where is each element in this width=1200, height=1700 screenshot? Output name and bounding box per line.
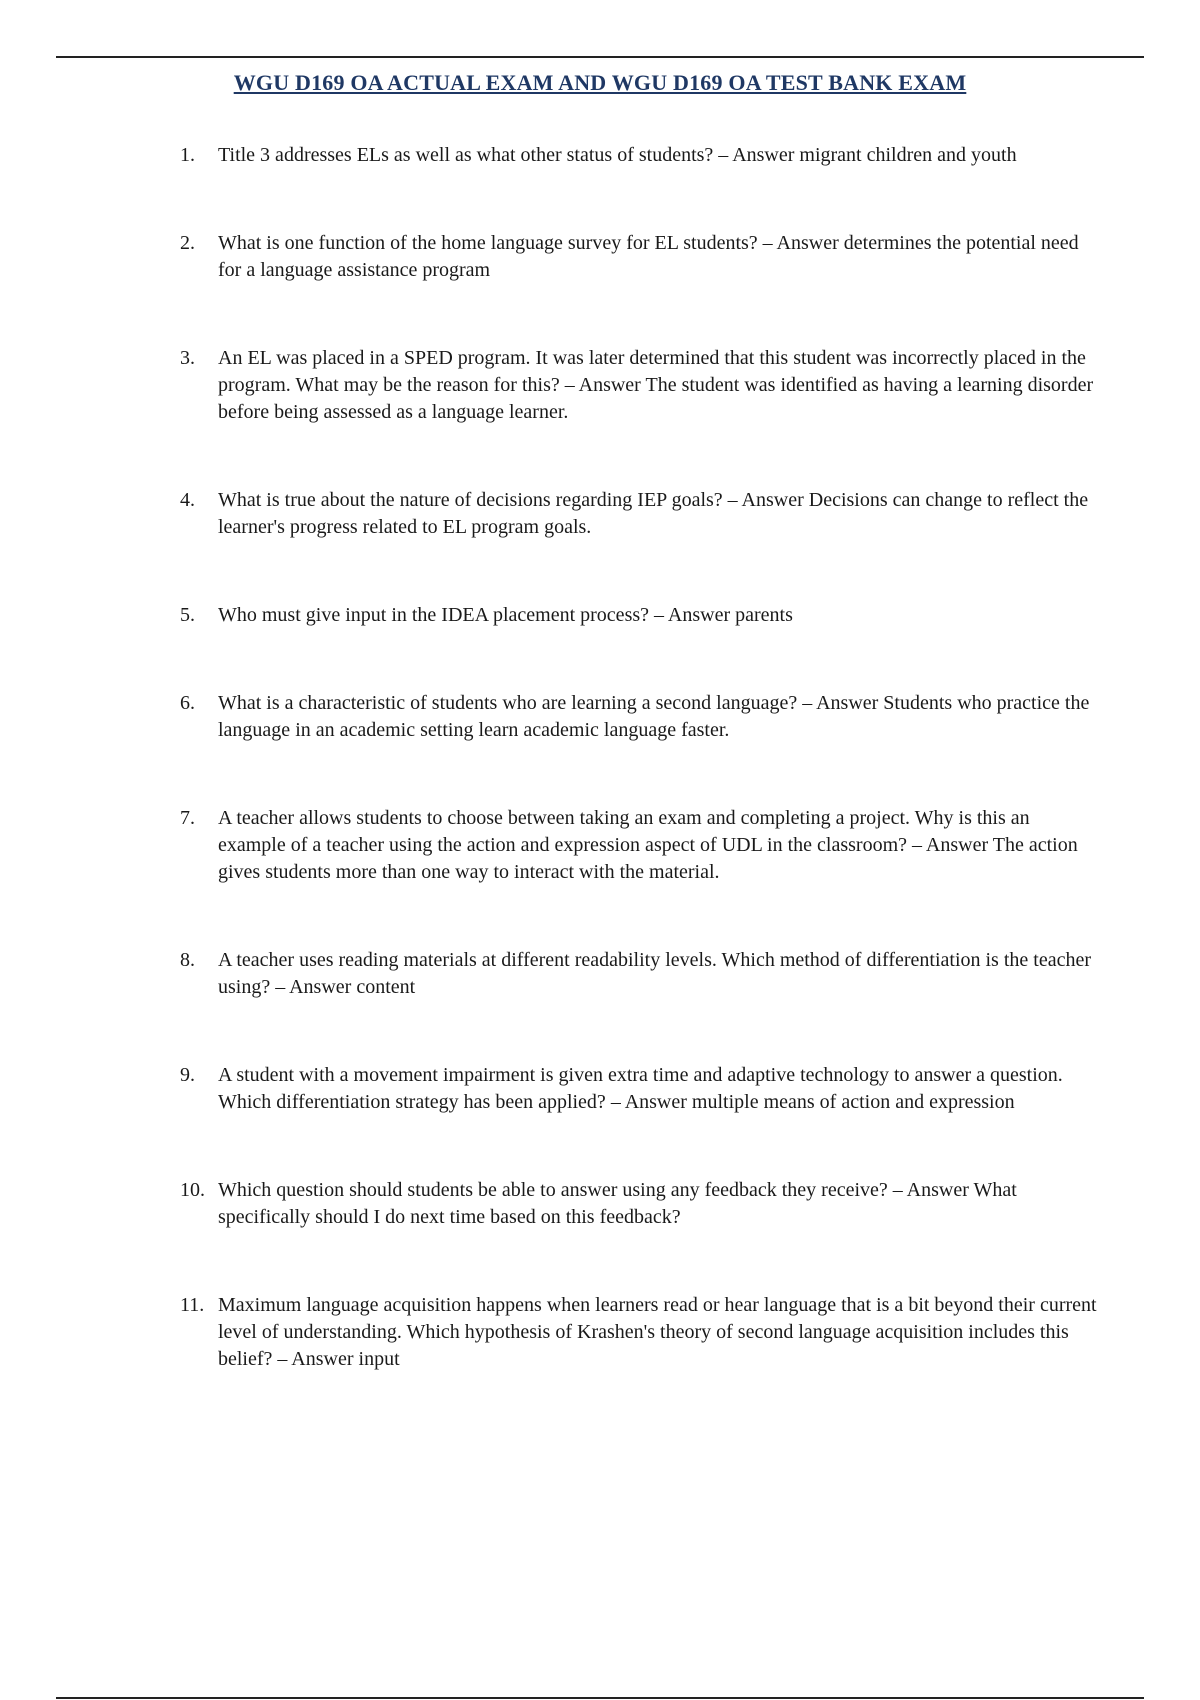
question-number: 2.	[180, 232, 195, 254]
question-item-6	[180, 690, 1100, 744]
question-number: 11.	[180, 1294, 205, 1316]
question-item-9	[180, 1062, 1100, 1116]
question-text: What is true about the nature of decisions regarding IEP goals? – Answer Decisions can change to reflect the learner's progress related to EL program goals.	[218, 489, 1089, 538]
question-item-4	[180, 487, 1100, 541]
question-item-7	[180, 805, 1100, 886]
question-item-2	[180, 230, 1100, 284]
question-item-1	[180, 142, 1100, 169]
question-number: 5.	[180, 604, 195, 626]
question-number: 7.	[180, 807, 195, 829]
question-number: 6.	[180, 692, 195, 714]
question-text: A student with a movement impairment is given extra time and adaptive technology to answer a question. Which differentiation strategy has been applied? – Answer multiple means of action and expression	[218, 1064, 1063, 1113]
question-item-8	[180, 947, 1100, 1001]
question-text: What is a characteristic of students who are learning a second language? – Answer Students who practice the language in an academic setting learn academic language faster.	[218, 692, 1090, 741]
question-item-10	[180, 1177, 1100, 1231]
question-number: 8.	[180, 949, 195, 971]
question-text: Maximum language acquisition happens when learners read or hear language that is a bit beyond their current level of understanding. Which hypothesis of Krashen's theory of second language acquisition includes this belief? – Answer input	[218, 1294, 1097, 1370]
bottom-divider	[56, 1697, 1144, 1699]
question-number: 4.	[180, 489, 195, 511]
question-text: Who must give input in the IDEA placement process? – Answer parents	[218, 604, 793, 626]
question-text: An EL was placed in a SPED program. It was later determined that this student was incorrectly placed in the program. What may be the reason for this? – Answer The student was identified as having a learning disorder before being assessed as a language learner.	[218, 347, 1094, 423]
question-text: A teacher allows students to choose between taking an exam and completing a project. Why is this an example of a teacher using the action and expression aspect of UDL in the classroom? – Answer The action gives students more than one way to interact with the material.	[218, 807, 1078, 883]
question-text: A teacher uses reading materials at different readability levels. Which method of differentiation is the teacher using? – Answer content	[218, 949, 1091, 998]
question-text: What is one function of the home language survey for EL students? – Answer determines the potential need for a language assistance program	[218, 232, 1079, 281]
question-item-3	[180, 345, 1100, 426]
question-number: 10.	[180, 1179, 205, 1201]
question-number: 9.	[180, 1064, 195, 1086]
question-list	[180, 142, 1100, 1434]
question-text: Title 3 addresses ELs as well as what other status of students? – Answer migrant children and youth	[218, 144, 1017, 166]
question-item-11	[180, 1292, 1100, 1373]
document-title: WGU D169 OA ACTUAL EXAM AND WGU D169 OA TEST BANK EXAM	[233, 70, 967, 95]
question-number: 1.	[180, 144, 195, 166]
question-number: 3.	[180, 347, 195, 369]
question-item-5	[180, 602, 1100, 629]
question-text: Which question should students be able to answer using any feedback they receive? – Answer What specifically should I do next time based on this feedback?	[218, 1179, 1017, 1228]
top-divider	[56, 56, 1144, 58]
